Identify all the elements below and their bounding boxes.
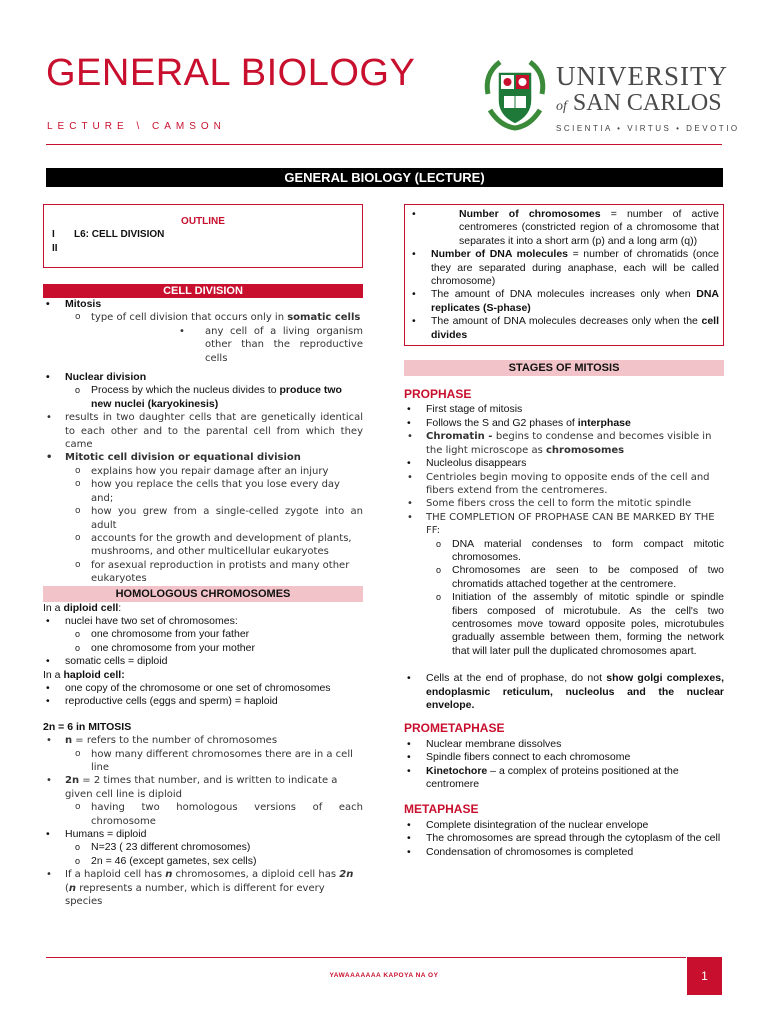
footer-divider [46,957,686,958]
list-item: o for asexual reproduction in protists and many other eukaryotes [43,559,363,586]
list-item [43,384,363,411]
list-item: • Mitotic cell division or equational division [43,451,363,464]
list-item: o having two homologous versions of each chromosome [43,801,363,828]
page-subtitle: LECTURE \ CAMSON [47,121,226,132]
text: MITOSIS [88,720,132,733]
text: Follows the S and G2 phases of [426,416,578,429]
outline-text: L6: CELL DIVISION [74,229,165,241]
list-item [404,765,724,792]
list-item [43,734,363,747]
list-item: • The chromosomes are spread through the cytoplasm of the cell [404,832,724,845]
list-item: • First stage of mitosis [404,403,724,416]
text-line [43,669,363,682]
text-bold: cell divides [431,315,719,341]
university-motto: SCIENTIA • VIRTUS • DEVOTIO [556,124,740,133]
text-bold: n [65,735,73,747]
text-bold: Chromatin - [426,431,496,443]
text-bold: Kinetochore [426,764,488,777]
list-item: • THE COMPLETION OF PROPHASE CAN BE MARKED BY THE FF: [404,511,724,538]
chromosome-box [404,204,724,346]
list-item [409,208,719,248]
text: begins to condense and becomes visible in the light microscope as [426,431,712,456]
list-item [404,672,724,712]
list-item: o 2n = 46 (except gametes, sex cells) [43,855,363,868]
left-column [43,204,363,908]
list-item: o accounts for the growth and development of plants, mushrooms, and other multicellular eukaryotes [43,532,363,559]
list-item [409,248,719,288]
list-item: o how many different chromosomes there are in a cell line [43,748,363,775]
university-san-carlos: SAN CARLOS [572,90,722,116]
list-item: o one chromosome from your father [43,628,363,641]
outline-item [52,242,354,255]
text-bold: n [165,869,173,881]
text-bold: haploid cell: [63,668,125,681]
text-bold: chromosomes [545,444,625,456]
text: In a [43,601,64,614]
text-bold: 2n [339,869,354,881]
outline-heading: OUTLINE [181,216,225,227]
list-item: o explains how you repair damage after an injury [43,465,363,478]
text-bold: n [68,882,77,894]
outline-box [43,204,363,268]
university-line1: UNIVERSITY [556,61,728,91]
university-name [556,62,746,133]
text: In a [43,668,64,681]
university-line2 [556,90,746,120]
list-item: • Nuclear membrane dissolves [404,738,724,751]
text: If a haploid cell has [65,869,166,881]
prophase-heading: PROPHASE [404,387,472,402]
outline-num: II [52,242,58,254]
list-item: • reproductive cells (eggs and sperm) = haploid [43,695,363,708]
text: = 2 times that number, and is written to indicate a given cell line is diploid [65,775,338,800]
text-bold: 2n [65,775,80,787]
text-bold: show golgi complexes, endoplasmic reticulum, nucleolus and the nuclear envelope. [426,672,724,711]
text: = refers to the number of chromosomes [72,735,278,747]
list-item: • Humans = diploid [43,828,363,841]
text-bold: Number of DNA molecules [431,248,569,261]
list-item: o one chromosome from your mother [43,642,363,655]
text-bold: interphase [577,416,631,429]
list-item [404,417,724,430]
list-item: • Some fibers cross the cell to form the mitotic spindle [404,497,724,510]
list-item: • one copy of the chromosome or one set of chromosomes [43,682,363,695]
stages-heading: STAGES OF MITOSIS [404,360,724,376]
list-item: • Spindle fibers connect to each chromosome [404,751,724,764]
text-line [43,721,363,734]
list-item: • Nucleolus disappears [404,457,724,470]
footer-text: YAWAAAAAAA KAPOYA NA OY [329,972,439,979]
text: = number of chromatids (once they are separated during anaphase, each will be called chromosome) [431,248,719,288]
list-item: o N=23 ( 23 different chromosomes) [43,841,363,854]
university-seal-icon [480,54,550,132]
right-column [404,204,724,859]
text: represents a number, which is different for every species [65,882,325,908]
page-number: 1 [687,957,722,995]
text: Process by which the nucleus divides to [91,384,280,397]
list-item: • Nuclear division [43,371,363,384]
metaphase-heading: METAPHASE [404,802,479,817]
text-bold: somatic cells [287,312,361,324]
text: The amount of DNA molecules increases only when [431,288,697,301]
page-title: GENERAL BIOLOGY [46,52,416,94]
text: ( [65,882,69,894]
list-item [409,288,719,315]
list-item: • any cell of a living organism other than the reproductive cells [43,325,363,365]
list-item: • results in two daughter cells that are genetically identical to each other and to the parental cell from which they came [43,411,363,451]
outline-item [52,228,354,241]
text-bold: Number of chromosomes [459,208,601,220]
list-item [404,430,724,457]
text-bold: diploid cell [63,601,119,614]
cell-division-heading: CELL DIVISION [43,284,363,298]
list-item: • Complete disintegration of the nuclear envelope [404,819,724,832]
list-item: o Initiation of the assembly of mitotic spindle or spindle fibers composed of microtubule. As the cell's two centrosomes move toward opposite poles, microtubules gradually assemble between them, forming the network that will later pull the duplicated chromosomes apart. [404,591,724,658]
text: : [118,601,122,614]
list-item: o how you grew from a single-celled zygote into an adult [43,505,363,532]
banner: GENERAL BIOLOGY (LECTURE) [46,168,723,187]
list-item [43,311,363,324]
text: 2n = 6 in [43,720,89,733]
outline-num: I [52,229,55,241]
text: type of cell division that occurs only in [91,312,288,324]
text: = number of active centromeres (constricted region of a chromosome that separates it into a short arm (p) and a long arm (q)) [459,208,719,247]
text: chromosomes, a diploid cell has [172,869,340,881]
header-divider [46,144,722,145]
university-of: of [556,99,567,114]
list-item [409,315,719,342]
text-line [43,602,363,615]
list-item [43,774,363,801]
text-bold: produce two new nuclei (karyokinesis) [91,384,342,410]
list-item: • Centrioles begin moving to opposite ends of the cell and fibers extend from the centromeres. [404,471,724,498]
homologous-heading: HOMOLOGOUS CHROMOSOMES [43,586,363,602]
text-bold: DNA replicates (S-phase) [431,288,719,314]
list-item [43,868,363,908]
list-item: o Chromosomes are seen to be composed of two chromatids attached together at the centromere. [404,564,724,591]
text: – a complex of proteins positioned at the centromere [426,764,679,791]
list-item: • Condensation of chromosomes is completed [404,846,724,859]
list-item: • Mitosis [43,298,363,311]
prometaphase-heading: PROMETAPHASE [404,721,505,736]
list-item: o how you replace the cells that you lose every day and; [43,478,363,505]
list-item: • nuclei have two set of chromosomes: [43,615,363,628]
list-item: • somatic cells = diploid [43,655,363,668]
list-item: o DNA material condenses to form compact mitotic chromosomes. [404,538,724,565]
text: Cells at the end of prophase, do not [426,672,607,685]
text: The amount of DNA molecules decreases only when the [431,315,702,328]
